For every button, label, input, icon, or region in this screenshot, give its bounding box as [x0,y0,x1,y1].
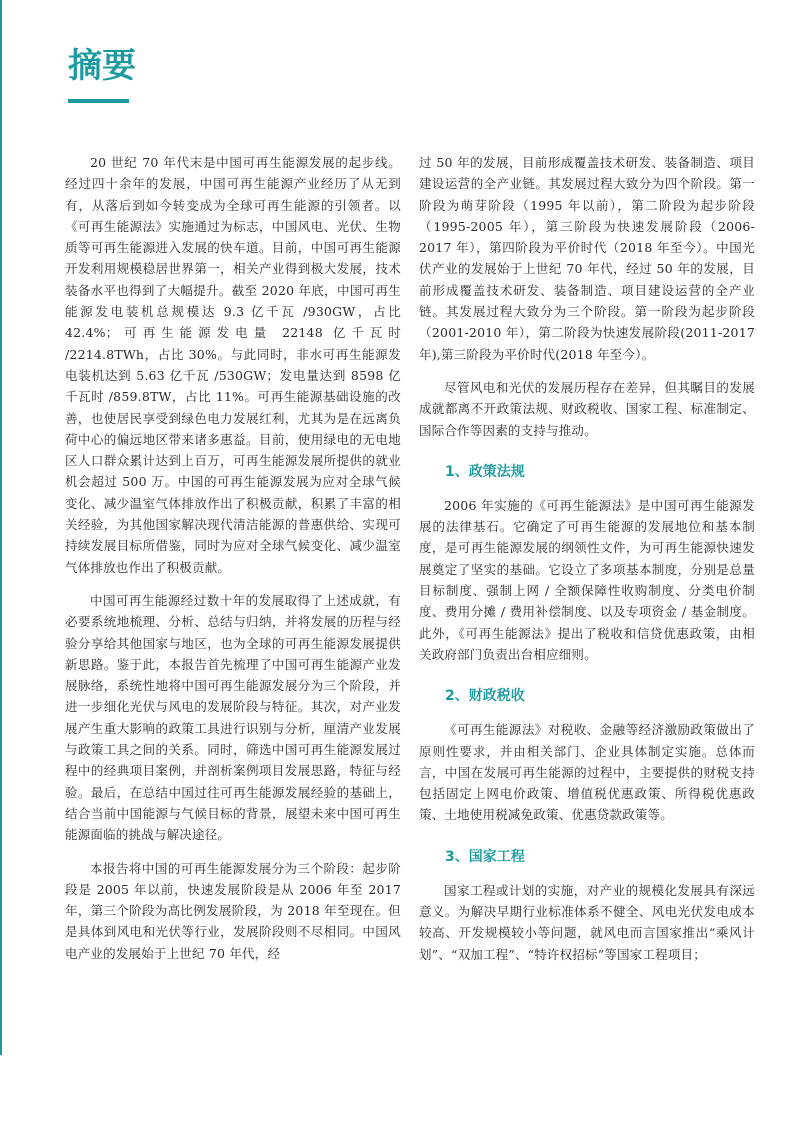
left-accent-rule [0,0,2,1055]
body-paragraph-continued: 过 50 年的发展，目前形成覆盖技术研发、装备制造、项目建设运营的全产业链。其发展过程大致分为四个阶段。第一阶段为萌芽阶段（1995 年以前），第二阶段为起步阶段（1995-2005 年），第三阶段为快速发展阶段（2006-2017 年），第四阶段为平价时代（2018 年至今）。中国光伏产业的发展始于上世纪 70 年代，经过 50 年的发展，目前形成覆盖技术研发、装备制造、项目建设运营的全产业链。其发展过程大致分为三个阶段。第一阶段为起步阶段（2001-2010 年），第二阶段为快速发展阶段(2011-2017 年),第三阶段为平价时代(2018 年至今）。 [419,155,755,362]
body-paragraph: 20 世纪 70 年代末是中国可再生能源发展的起步线。经过四十余年的发展，中国可再生能源产业经历了从无到有，从落后到如今转变成为全球可再生能源的引领者。以《可再生能源法》实施通过为标志，中国风电、光伏、生物质等可再生能源进入发展的快车道。目前，中国可再生能源开发利用规模稳居世界第一，相关产业得到极大发展，技术装备水平也得到了大幅提升。截至 2020 年底，中国可再生能源发电装机总规模达 9.3 亿千瓦 /930GW，占比 42.4%；可再生能源发电量 22148 亿千瓦时 /2214.8TWh，占比 30%。与此同时，非水可再生能源发电装机达到 5.63 亿千瓦 /530GW；发电量达到 8598 亿千瓦时 /859.8TW，占比 11%。可再生能源基础设施的改善，也使居民享受到绿色电力发展红利，尤其为是在远离负荷中心的偏远地区带来诸多惠益。目前，使用绿电的无电地区人口群众累计达到上百万，可再生能源发展所提供的就业机会超过 500 万。中国的可再生能源发展为应对全球气候变化、减少温室气体排放作出了积极贡献，积累了丰富的相关经验，为其他国家解决现代清洁能源的普惠供给、实现可持续发展目标所借鉴，同时为应对全球气候变化、减少温室气体排放也作出了积极贡献。 [65,155,401,575]
section-heading-policy: 1、政策法规 [445,463,525,480]
section-body-national-projects: 国家工程或计划的实施，对产业的规模化发展具有深远意义。为解决早期行业标准体系不健全、风电光伏发电成本较高、开发规模较小等问题，就风电而言国家推出“乘风计划”、“双加工程”、“特许权招标”等国家工程项目； [419,882,755,962]
body-paragraph: 本报告将中国的可再生能源发展分为三个阶段：起步阶段是 2005 年以前，快速发展阶段是从 2006 年至 2017 年，第三个阶段为高比例发展阶段，为 2018 年至现在。但是具体到风电和光伏等行业，发展阶段则不尽相同。中国风电产业的发展始于上世纪 70 年代，经 [65,860,401,961]
body-paragraph: 中国可再生能源经过数十年的发展取得了上述成就，有必要系统地梳理、分析、总结与归纳，并将发展的历程与经验分享给其他国家与地区，也为全球的可再生能源发展提供新思路。鉴于此，本报告首先梳理了中国可再生能源产业发展脉络，系统性地将中国可再生能源发展分为三个阶段，并进一步细化光伏与风电的发展阶段与特征。其次，对产业发展产生重大影响的政策工具进行识别与分析，厘清产业发展与政策工具之间的关系。同时，筛选中国可再生能源发展过程中的经典项目案例，并剖析案例项目发展思路，特征与经验。最后，在总结中国过往可再生能源发展经验的基础上，结合当前中国能源与气候目标的背景，展望未来中国可再生能源面临的挑战与解决途径。 [65,592,401,843]
section-heading-fiscal: 2、财政税收 [445,688,525,705]
section-body-policy: 2006 年实施的《可再生能源法》是中国可再生能源发展的法律基石。它确定了可再生能源的发展地位和基本制度，是可再生能源发展的纲领性文件，为可再生能源快速发展奠定了坚实的基础。它设立了多项基本制度，分别是总量目标制度、强制上网 / 全额保障性收购制度、分类电价制度、费用分摊 / 费用补偿制度、以及专项资金 / 基金制度。此外，《可再生能源法》提出了税收和信贷优惠政策，由相关政府部门负责出台相应细则。 [419,497,755,662]
left-column [65,152,401,976]
section-heading-national-projects: 3、国家工程 [445,848,525,865]
page-title: 摘要 [68,46,136,86]
right-column [419,152,755,977]
body-paragraph: 尽管风电和光伏的发展历程存在差异，但其瞩目的发展成就都离不开政策法规、财政税收、国家工程、标准制定、国际合作等因素的支持与推动。 [419,379,755,438]
title-underline [68,99,129,103]
section-body-fiscal: 《可再生能源法》对税收、金融等经济激励政策做出了原则性要求，并由相关部门、企业具体制定实施。总体而言，中国在发展可再生能源的过程中，主要提供的财税支持包括固定上网电价政策、增值税优惠政策、所得税优惠政策、土地使用税减免政策、优惠贷款政策等。 [419,722,755,823]
